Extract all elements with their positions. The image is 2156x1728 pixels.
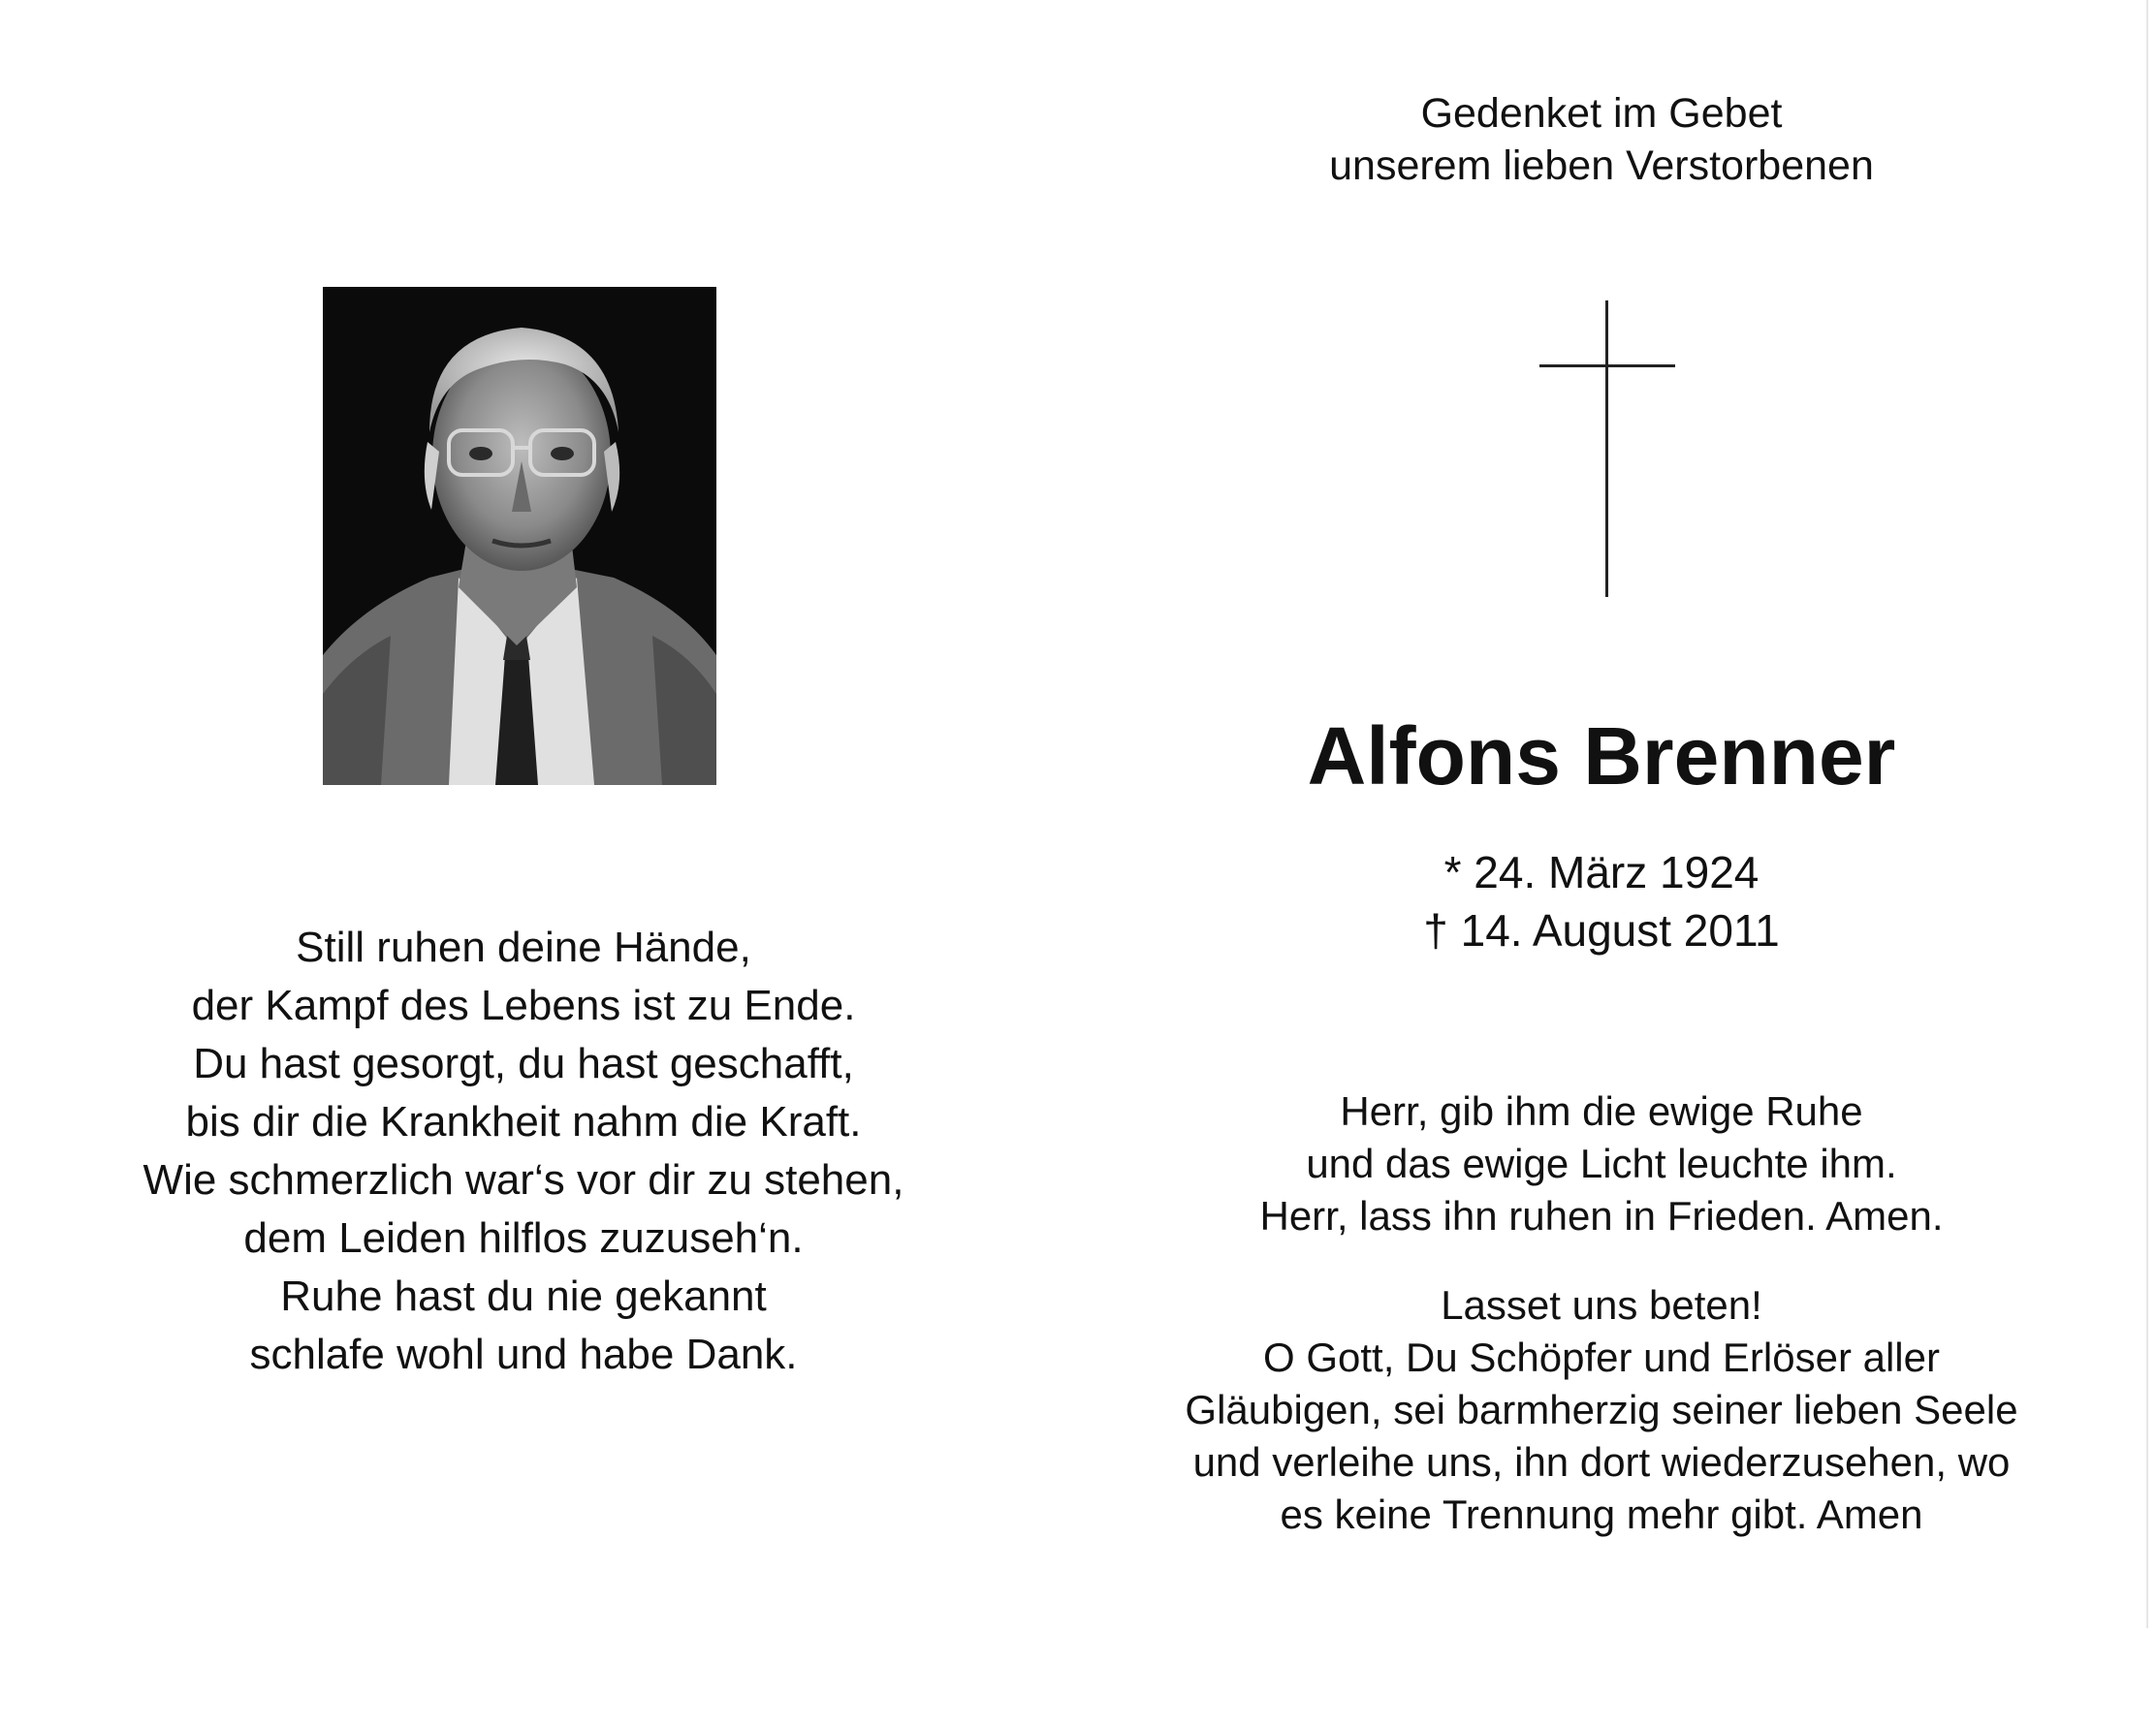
death-date: † 14. August 2011 xyxy=(1423,905,1780,956)
cross-vertical-bar xyxy=(1605,300,1608,597)
poem-line: Wie schmerzlich war‘s vor dir zu stehen, xyxy=(143,1156,904,1204)
cross-horizontal-bar xyxy=(1539,364,1675,367)
poem-line: Ruhe hast du nie gekannt xyxy=(280,1272,767,1320)
poem-line: Still ruhen deine Hände, xyxy=(296,924,751,971)
closing-prayer-line: Lasset uns beten! xyxy=(1441,1282,1762,1328)
poem-line: schlafe wohl und habe Dank. xyxy=(249,1331,798,1378)
deceased-name: Alfons Brenner xyxy=(1307,710,1896,801)
header xyxy=(1047,87,2156,192)
closing-prayer-line: O Gott, Du Schöpfer und Erlöser aller xyxy=(1263,1335,1940,1380)
prayer-line: und das ewige Licht leuchte ihm. xyxy=(1306,1141,1897,1186)
poem xyxy=(0,919,1047,1384)
closing-prayer-line: und verleihe uns, ihn dort wiederzusehen, wo xyxy=(1192,1439,2011,1485)
header-line: unserem lieben Verstorbenen xyxy=(1329,142,1874,189)
closing-prayer xyxy=(1047,1279,2156,1541)
portrait-photo xyxy=(323,287,716,785)
life-dates xyxy=(1047,843,2156,959)
poem-line: bis dir die Krankheit nahm die Kraft. xyxy=(185,1098,862,1146)
left-panel xyxy=(0,0,1047,1728)
prayer-line: Herr, gib ihm die ewige Ruhe xyxy=(1340,1088,1863,1134)
cross-icon xyxy=(1539,300,1675,597)
poem-line: der Kampf des Lebens ist zu Ende. xyxy=(191,982,856,1029)
prayer-line: Herr, lass ihn ruhen in Frieden. Amen. xyxy=(1259,1193,1944,1239)
poem-line: dem Leiden hilflos zuzuseh‘n. xyxy=(243,1214,804,1262)
poem-line: Du hast gesorgt, du hast geschafft, xyxy=(193,1040,854,1087)
header-line: Gedenket im Gebet xyxy=(1420,90,1783,137)
right-panel xyxy=(1047,0,2156,1728)
birth-date: * 24. März 1924 xyxy=(1443,847,1760,897)
portrait-illustration xyxy=(323,287,716,785)
eternal-rest-prayer xyxy=(1047,1085,2156,1242)
closing-prayer-line: Gläubigen, sei barmherzig seiner lieben Seele xyxy=(1185,1387,2018,1432)
closing-prayer-line: es keine Trennung mehr gibt. Amen xyxy=(1280,1492,1923,1537)
